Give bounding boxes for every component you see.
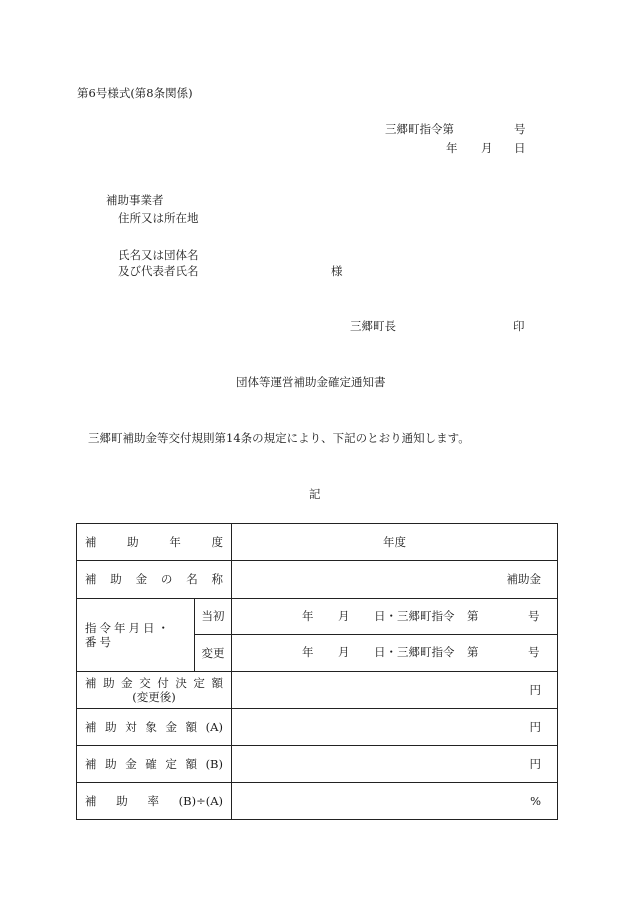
label-chars: 補 助 年 度: [85, 534, 223, 549]
address-label: 住所又は所在地: [118, 211, 199, 225]
value-confirmed-amount: 円: [232, 746, 558, 783]
value-subsidy-rate: %: [232, 783, 558, 820]
label-confirmed-amount: [77, 746, 232, 783]
value-order-changed: 年 月 日・三郷町指令 第 号: [232, 635, 558, 672]
label-chars: 補 助 金 の 名 称: [85, 572, 223, 587]
value-subsidy-name: 補助金: [232, 561, 558, 599]
name-label-2: 及び代表者氏名: [118, 264, 199, 278]
label-target-amount: [77, 709, 232, 746]
date-day: 日: [514, 141, 526, 155]
label-chars: 補 助 金 交 付 決 定 額: [85, 675, 223, 690]
name-label-1: 氏名又は団体名: [118, 248, 199, 262]
seal-mark: 印: [513, 319, 525, 333]
document-title: 団体等運営補助金確定通知書: [236, 375, 386, 389]
label-subsidy-name: [77, 561, 232, 599]
label-chars: 補 助 対 象 金 額 (A): [85, 719, 223, 734]
label-subsidy-rate: [77, 783, 232, 820]
label-note-changed: (変更後): [132, 690, 176, 704]
row-order-initial: [77, 599, 558, 635]
issuer-prefix: 三郷町指令第: [385, 122, 454, 136]
date-year: 年: [446, 141, 458, 155]
value-fiscal-year: 年度: [232, 524, 558, 561]
row-grant-amount: [77, 672, 558, 709]
label-grant-amount: [77, 672, 232, 709]
label-changed: 変更: [195, 635, 232, 672]
value-target-amount: 円: [232, 709, 558, 746]
row-target-amount: [77, 709, 558, 746]
details-table: [76, 523, 558, 820]
date-month: 月: [481, 141, 493, 155]
row-confirmed-amount: [77, 746, 558, 783]
ki-label: 記: [309, 487, 321, 501]
value-grant-amount: 円: [232, 672, 558, 709]
row-fiscal-year: [77, 524, 558, 561]
label-chars: 補 助 金 確 定 額 (B): [85, 756, 223, 771]
row-subsidy-rate: [77, 783, 558, 820]
number-suffix: 号: [514, 122, 526, 136]
label-fiscal-year: [77, 524, 232, 561]
label-initial: 当初: [195, 599, 232, 635]
row-subsidy-name: [77, 561, 558, 599]
value-order-initial: 年 月 日・三郷町指令 第 号: [232, 599, 558, 635]
recipient-heading: 補助事業者: [106, 193, 164, 207]
form-id: 第6号様式(第8条関係): [77, 86, 193, 100]
sender-title: 三郷町長: [350, 319, 396, 333]
body-text: 三郷町補助金等交付規則第14条の規定により、下記のとおり通知します。: [88, 431, 470, 445]
label-chars: 補 助 率 (B)÷(A): [85, 793, 223, 808]
honorific: 様: [331, 264, 343, 278]
label-order-date-number: 指令年月日・番号: [77, 599, 195, 672]
